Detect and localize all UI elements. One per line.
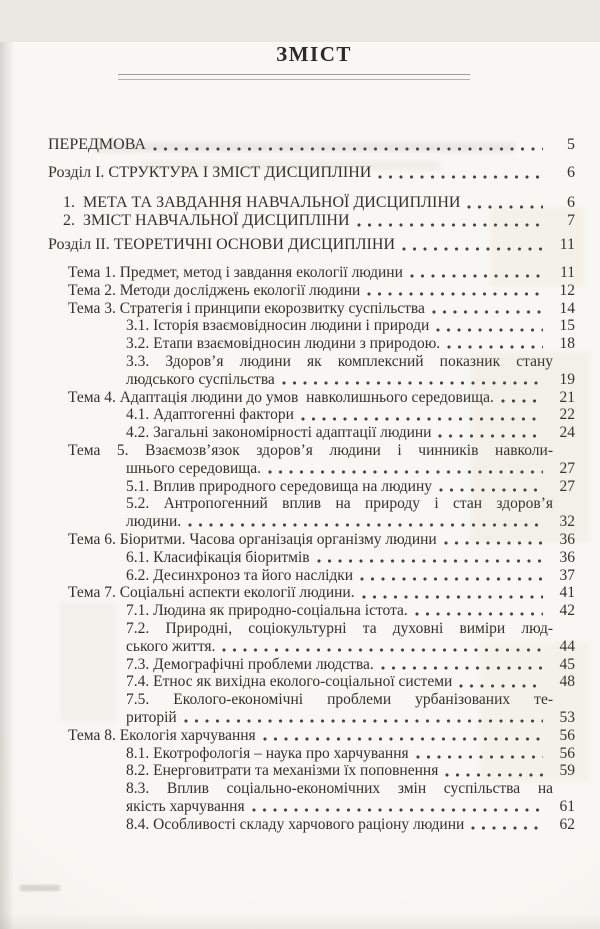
toc-entry-row	[48, 406, 575, 424]
toc-entry-row	[48, 389, 575, 407]
page-number: 42	[559, 602, 575, 620]
toc-entry	[48, 478, 575, 496]
dot-leader	[444, 531, 543, 549]
scan-artifact	[20, 885, 60, 891]
toc-entry-text: ського життя.	[126, 637, 216, 655]
toc-entry-text: 8.1. Екотрофологія – наука про харчування	[126, 744, 409, 762]
dot-leader	[436, 317, 543, 335]
toc-entry-wrapped-line: 5.2. Антропогенний вплив на природу і стан здоров’я	[126, 495, 553, 513]
toc-entry	[48, 495, 575, 531]
page-number: 15	[559, 317, 575, 335]
toc-entry-row	[48, 460, 575, 478]
toc-entry-text: риторій	[126, 708, 177, 726]
page-number: 7	[567, 212, 575, 229]
toc-entry-wrapped-line: 7.2. Природні, соціокультурні та духовні виміри люд-	[126, 619, 553, 637]
toc-entry-text: 5.1. Вплив природного середовища на людину	[126, 477, 433, 495]
toc-entry-text: 7.3. Демографічні проблеми людства.	[126, 655, 374, 673]
page-number: 32	[559, 513, 575, 531]
dot-leader	[367, 282, 543, 300]
toc-entry	[48, 673, 575, 691]
toc-entry-text: Тема 4. Адаптація людини до умов навколишнього середовища.	[68, 388, 494, 406]
toc-entry-row	[48, 745, 575, 763]
toc-entry-text: 8.4. Особливості складу харчового раціону людини	[126, 815, 465, 833]
toc-entry-text: 4.2. Загальні закономірності адаптації людини	[126, 424, 432, 442]
dot-leader	[360, 567, 543, 585]
dot-leader	[416, 745, 543, 763]
page-number: 36	[559, 548, 575, 566]
toc-entry-text: 7.1. Людина як природно-соціальна істота.	[126, 602, 408, 620]
toc-entry-row	[48, 335, 575, 353]
page-number: 19	[559, 370, 575, 388]
toc-entry-wrapped-line: 7.5. Еколого-економічні проблеми урбанізованих те-	[126, 691, 553, 709]
page-number: 44	[559, 637, 575, 655]
dot-leader	[357, 212, 543, 230]
toc-entry-row	[48, 798, 575, 816]
dot-leader	[362, 584, 543, 602]
toc-entry-row	[48, 478, 575, 496]
page-number: 45	[559, 655, 575, 673]
toc-entry	[48, 236, 575, 254]
toc-entry-text: Тема 8. Екологія харчування	[68, 726, 256, 744]
toc-entry-row	[48, 549, 575, 567]
dot-leader	[188, 513, 543, 531]
toc-entry-row	[48, 136, 575, 154]
toc-entry-text: шнього середовища.	[126, 459, 261, 477]
page-number: 14	[559, 299, 575, 317]
toc-entry-row	[48, 236, 575, 254]
toc-entry-text: Тема 7. Соціальні аспекти екології людини.	[68, 584, 355, 602]
toc-entry-text: 3.2. Етапи взаємовідносин людини з природою.	[126, 335, 441, 353]
toc-entry-text: Розділ I. СТРУКТУРА І ЗМІСТ ДИСЦИПЛІНИ	[48, 164, 372, 181]
toc-entry	[48, 282, 575, 300]
page-number: 12	[559, 281, 575, 299]
toc-entry-row	[48, 816, 575, 834]
page-number: 37	[559, 566, 575, 584]
page-number: 36	[559, 530, 575, 548]
toc-entry-text: 7.4. Етнос як вихідна еколого-соціальної системи	[126, 673, 453, 691]
toc-entry	[48, 317, 575, 335]
toc-entry	[48, 567, 575, 585]
toc-entry	[48, 424, 575, 442]
toc-entry	[48, 745, 575, 763]
page-number: 24	[559, 424, 575, 442]
toc-entry-row	[48, 264, 575, 282]
dot-leader	[432, 300, 543, 318]
dot-leader	[381, 656, 543, 674]
toc-entry-text: людського суспільства	[126, 370, 275, 388]
toc-entry-text: людини.	[126, 513, 182, 531]
page-number: 27	[559, 459, 575, 477]
toc-entry	[48, 531, 575, 549]
dot-leader	[438, 424, 543, 442]
toc-entry	[48, 691, 575, 727]
toc-entry-row	[48, 673, 575, 691]
toc-entry	[48, 656, 575, 674]
toc-entry-row	[48, 194, 575, 212]
toc-entry	[48, 780, 575, 816]
toc-entry-row	[48, 762, 575, 780]
dot-leader	[415, 602, 543, 620]
page-number: 62	[559, 815, 575, 833]
toc-entry-text: Розділ II. ТЕОРЕТИЧНІ ОСНОВИ ДИСЦИПЛІНИ	[48, 236, 395, 253]
toc-entry-text: 4.1. Адаптогенні фактори	[126, 406, 294, 424]
toc-entry-row	[48, 638, 575, 656]
dot-leader	[282, 371, 543, 389]
page-number: 18	[559, 335, 575, 353]
toc-list	[0, 136, 600, 834]
toc-entry-text: якість харчування	[126, 797, 245, 815]
toc-entry	[48, 727, 575, 745]
toc-entry	[48, 194, 575, 212]
dot-leader	[153, 136, 543, 154]
toc-entry-text: Тема 2. Методи досліджень екології людини	[68, 281, 361, 299]
toc-entry-row	[48, 584, 575, 602]
dot-leader	[471, 816, 543, 834]
toc-entry	[48, 136, 575, 154]
toc-entry	[48, 549, 575, 567]
toc-entry-row	[48, 424, 575, 442]
toc-entry-row	[48, 513, 575, 531]
toc-entry-row	[48, 317, 575, 335]
toc-entry	[48, 300, 575, 318]
page-title: ЗМІСТ	[276, 42, 352, 66]
dot-leader	[222, 638, 543, 656]
page-number: 56	[559, 744, 575, 762]
page-number: 59	[559, 762, 575, 780]
toc-entry-text: 8.2. Енерговитрати та механізми їх поповнення	[126, 762, 439, 780]
toc-entry	[48, 212, 575, 230]
page-number: 41	[559, 584, 575, 602]
dot-leader	[402, 236, 543, 254]
dot-leader	[301, 406, 543, 424]
toc-entry	[48, 762, 575, 780]
toc-entry-text: Тема 3. Стратегія і принципи екорозвитку суспільства	[68, 299, 425, 317]
title-underline	[118, 74, 470, 80]
toc-entry	[48, 620, 575, 656]
toc-entry-text: 3.1. Історія взаємовідносин людини і природи	[126, 317, 430, 335]
toc-entry-row	[48, 531, 575, 549]
toc-entry-text: 2. ЗМІСТ НАВЧАЛЬНОЇ ДИСЦИПЛІНИ	[63, 212, 350, 229]
dot-leader	[439, 478, 543, 496]
toc-entry-row	[48, 602, 575, 620]
toc-entry-row	[48, 212, 575, 230]
toc-entry	[48, 389, 575, 407]
toc-entry	[48, 164, 575, 182]
toc-entry-row	[48, 164, 575, 182]
page-number: 48	[559, 673, 575, 691]
toc-entry-row	[48, 709, 575, 727]
toc-entry	[48, 264, 575, 282]
toc-entry	[48, 584, 575, 602]
scanned-toc-page	[0, 42, 600, 929]
dot-leader	[268, 460, 543, 478]
toc-entry	[48, 335, 575, 353]
toc-entry-wrapped-line: 3.3. Здоров’я людини як комплексний показник стану	[126, 352, 553, 370]
dot-leader	[447, 335, 543, 353]
dot-leader	[467, 194, 543, 212]
page-number: 5	[567, 136, 575, 153]
dot-leader	[410, 264, 543, 282]
toc-entry-text: 6.2. Десинхроноз та його наслідки	[126, 566, 354, 584]
dot-leader	[184, 709, 543, 727]
toc-entry-wrapped-line: 8.3. Вплив соціально-економічних змін суспільства на	[126, 780, 553, 798]
dot-leader	[459, 673, 543, 691]
toc-entry-text: ПЕРЕДМОВА	[48, 136, 146, 153]
toc-entry-row	[48, 656, 575, 674]
toc-entry-text: Тема 1. Предмет, метод і завдання екології людини	[68, 264, 403, 281]
dot-leader	[501, 389, 543, 407]
dot-leader	[445, 762, 543, 780]
toc-entry-text: 6.1. Класифікація біоритмів	[126, 548, 310, 566]
toc-entry	[48, 442, 575, 478]
toc-entry-row	[48, 282, 575, 300]
page-number: 22	[559, 406, 575, 424]
page-number: 6	[567, 164, 575, 181]
dot-leader	[263, 727, 543, 745]
toc-entry-wrapped-line: Тема 5. Взаємозв’язок здоров’я людини і чинників навколи-	[68, 441, 553, 459]
toc-entry-row	[48, 300, 575, 318]
toc-entry-text: Тема 6. Біоритми. Часова організація організму людини	[68, 530, 437, 548]
page-number: 61	[559, 797, 575, 815]
page-number: 11	[560, 264, 575, 281]
toc-entry	[48, 602, 575, 620]
page-number: 21	[559, 388, 575, 406]
dot-leader	[317, 549, 543, 567]
toc-entry	[48, 353, 575, 389]
toc-entry-row	[48, 727, 575, 745]
toc-entry-row	[48, 567, 575, 585]
dot-leader	[252, 798, 543, 816]
page-number: 6	[567, 194, 575, 211]
page-number: 11	[559, 236, 575, 253]
toc-entry-row	[48, 371, 575, 389]
toc-entry	[48, 816, 575, 834]
page-number: 53	[559, 708, 575, 726]
page-number: 56	[559, 726, 575, 744]
page-number: 27	[559, 477, 575, 495]
dot-leader	[378, 164, 543, 182]
toc-entry-text: 1. МЕТА ТА ЗАВДАННЯ НАВЧАЛЬНОЇ ДИСЦИПЛІНИ	[63, 194, 461, 211]
toc-entry	[48, 406, 575, 424]
